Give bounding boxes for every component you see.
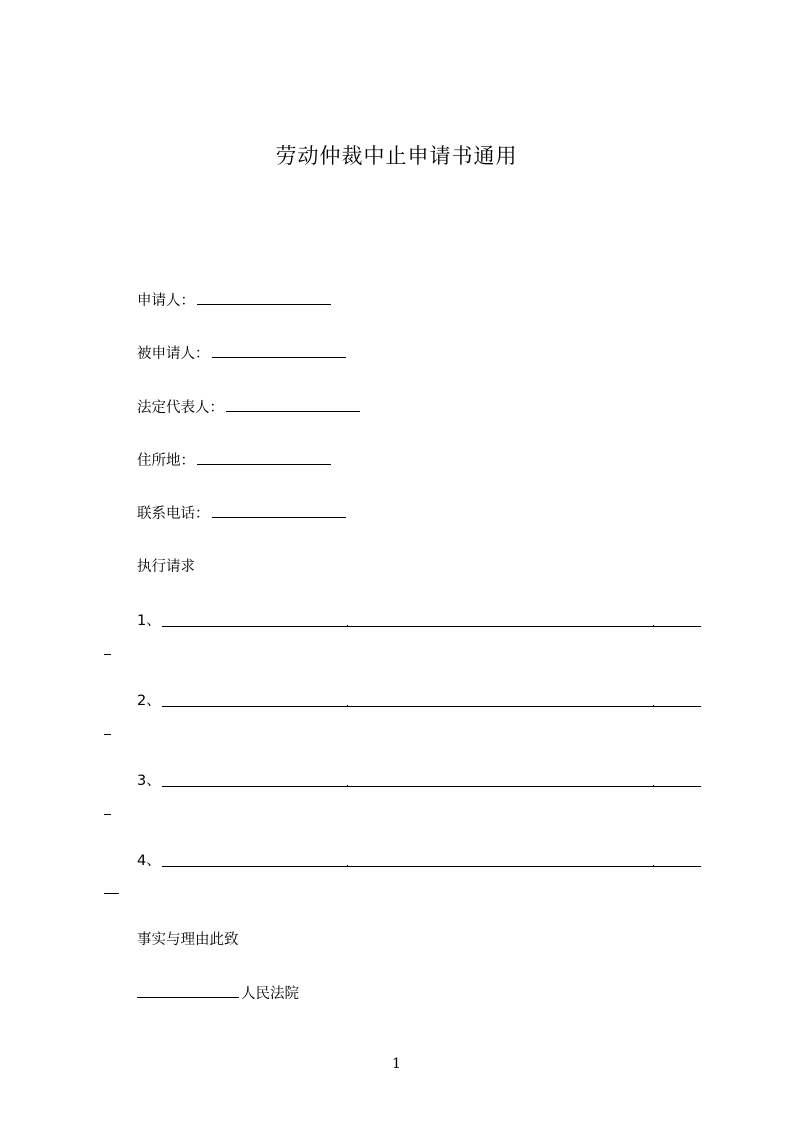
- line-tick: [653, 785, 654, 787]
- phone-field: [137, 504, 346, 524]
- line-tick: [653, 705, 654, 707]
- request-item: [137, 691, 701, 711]
- request-continuation-line: [104, 653, 111, 655]
- phone-blank[interactable]: [212, 504, 346, 518]
- page-number: 1: [392, 1056, 401, 1072]
- applicant-blank[interactable]: [197, 291, 331, 305]
- line-tick: [653, 625, 654, 627]
- line-tick: [653, 865, 654, 867]
- request-blank-line[interactable]: [162, 866, 701, 867]
- line-tick: [347, 705, 348, 707]
- request-heading: 执行请求: [137, 559, 195, 575]
- court-line: [137, 984, 299, 1004]
- legal-representative-blank[interactable]: [226, 398, 360, 412]
- request-blank-line[interactable]: [162, 626, 701, 627]
- address-blank[interactable]: [197, 451, 331, 465]
- request-number: 4、: [137, 853, 161, 869]
- document-title: 劳动仲裁中止申请书通用: [275, 144, 518, 168]
- respondent-blank[interactable]: [212, 344, 346, 358]
- line-tick: [347, 785, 348, 787]
- request-continuation-line: [104, 813, 111, 815]
- legal-representative-field: [137, 398, 360, 418]
- request-continuation-line: [104, 892, 119, 894]
- respondent-label: 被申请人：: [137, 346, 210, 362]
- applicant-field: [137, 291, 331, 311]
- request-number: 1、: [137, 613, 161, 629]
- address-label: 住所地：: [137, 453, 195, 469]
- request-item: [137, 851, 701, 871]
- court-name-blank[interactable]: [137, 984, 239, 998]
- request-blank-line[interactable]: [162, 786, 701, 787]
- request-continuation-line: [104, 733, 111, 735]
- applicant-label: 申请人：: [137, 293, 195, 309]
- court-suffix: 人民法院: [241, 986, 299, 1002]
- request-number: 3、: [137, 773, 161, 789]
- facts-heading: 事实与理由此致: [137, 932, 239, 948]
- address-field: [137, 451, 331, 471]
- request-item: [137, 611, 701, 631]
- request-blank-line[interactable]: [162, 706, 701, 707]
- request-item: [137, 771, 701, 791]
- legal-representative-label: 法定代表人：: [137, 400, 224, 416]
- phone-label: 联系电话：: [137, 506, 210, 522]
- line-tick: [347, 865, 348, 867]
- line-tick: [347, 625, 348, 627]
- request-number: 2、: [137, 693, 161, 709]
- respondent-field: [137, 344, 346, 364]
